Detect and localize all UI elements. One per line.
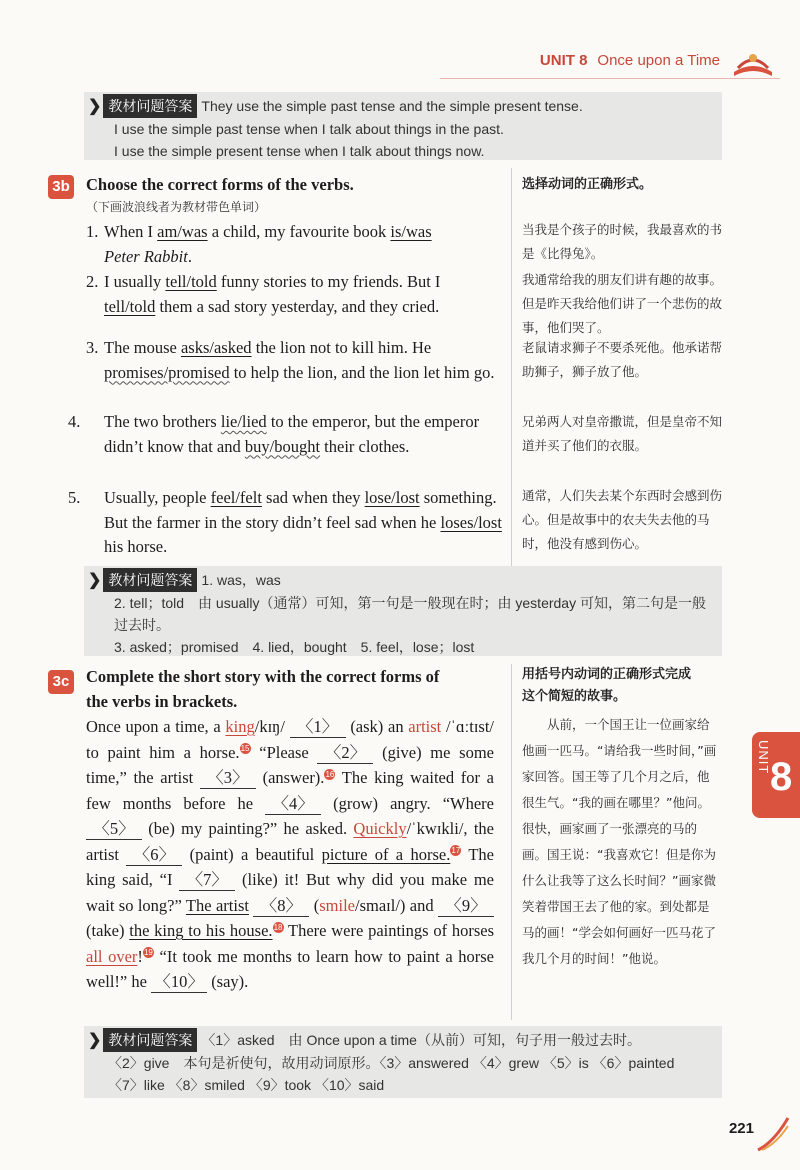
choice[interactable]: feel/felt xyxy=(210,488,262,507)
chevron-right-icon: ❯ xyxy=(88,1032,102,1049)
section-title: Choose the correct forms of the verbs. xyxy=(86,175,354,194)
unit-title: Once upon a Time xyxy=(597,52,720,69)
choice[interactable]: lie/lied xyxy=(220,412,267,431)
answer-text: I use the simple past tense when I talk about things in the past. xyxy=(114,121,504,137)
answer-text: They use the simple past tense and the simple present tense. xyxy=(201,98,583,114)
cn-translation-5: 通常，人们失去某个东西时会感到伤心。但是故事中的农夫失去他的马时，他没有感到伤心。 xyxy=(522,488,723,551)
blank-3[interactable]: 〈3〉 xyxy=(200,768,256,789)
answer-box-2: ❯ 教材问题答案 1. was，was 2. tell；told 由 usually（通常）可知，第一句是一般现在时；由 yesterday 可知，第二句是一般 过去时。 3. asked；promised 4. lied，bought 5. feel，lose；lost xyxy=(84,566,722,656)
exercise-item-3: 3. The mouse asks/asked the lion not to kill him. He promises/promised to help the lion, and the lion let him go. xyxy=(86,338,495,382)
story-passage: Once upon a time, a king/kɪŋ/ 〈1〉 (ask) an artist /ˈɑːtɪst/ to paint him a horse.15 “Please 〈2〉 (give) me some time,” the artist 〈3〉 (answer).16 The king waited for a few months before he 〈4〉 (grow) angry. “Where 〈5〉 (be) my painting?” he asked. Quickly/ˈkwɪkli/, the artist 〈6〉 (paint) a beautiful picture of a horse.17 The king said, “I 〈7〉 (like) it! But why did you make me wait so long?” The artist 〈8〉 (smile/smaɪl/) and 〈9〉 (take) the king to his house.18 There were paintings of horses all over!19 “It took me months to learn how to paint a horse well!” he 〈10〉 (say). xyxy=(86,717,495,991)
exercise-item-5: 5. Usually, people feel/felt sad when they lose/lost something. But the farmer in the story didn’t feel sad when he loses/lost his horse. xyxy=(68,488,502,556)
section-title: Complete the short story with the correct forms of the verbs in brackets. xyxy=(86,667,440,711)
blank-10[interactable]: 〈10〉 xyxy=(151,972,207,993)
exercise-item-4: 4. The two brothers lie/lied to the emperor, but the emperor didn’t know that and buy/bought their clothes. xyxy=(68,412,480,456)
choice[interactable]: tell/told xyxy=(104,296,156,316)
running-header xyxy=(540,52,720,69)
exercise-item-1: 1. When I am/was a child, my favourite book is/was Peter Rabbit. xyxy=(86,222,432,266)
answer-tag: 教材问题答案 xyxy=(103,1028,197,1052)
cn-translation-4: 兄弟两人对皇帝撒谎，但是皇帝不知道并买了他们的衣服。 xyxy=(522,414,723,453)
cn-instruction: 用括号内动词的正确形式完成 这个简短的故事。 xyxy=(522,667,692,704)
page-corner-decoration-icon xyxy=(756,1112,790,1152)
blank-1[interactable]: 〈1〉 xyxy=(290,717,346,738)
choice[interactable]: is/was xyxy=(390,222,432,241)
chevron-right-icon: ❯ xyxy=(88,98,102,115)
section-note: （下画波浪线者为教材带色单词） xyxy=(86,200,267,214)
blank-6[interactable]: 〈6〉 xyxy=(126,845,182,866)
choice[interactable]: lose/lost xyxy=(364,488,420,507)
section-badge: 3b xyxy=(48,175,74,199)
choice[interactable]: asks/asked xyxy=(180,338,252,357)
cn-translation-2: 我通常给我的朋友们讲有趣的故事。但是昨天我给他们讲了一个悲伤的故事，他们哭了。 xyxy=(522,272,723,335)
blank-8[interactable]: 〈8〉 xyxy=(253,896,309,917)
page-number: 221 xyxy=(728,1120,754,1137)
cn-instruction: 选择动词的正确形式。 xyxy=(522,177,653,192)
choice[interactable]: am/was xyxy=(157,222,208,241)
column-divider xyxy=(511,664,512,1020)
choice[interactable]: tell/told xyxy=(165,272,217,291)
blank-2[interactable]: 〈2〉 xyxy=(317,743,373,764)
cn-story-translation: 从前，一个国王让一位画家给他画一匹马。“请给我一些时间，”画家回答。国王等了几个月之后，他很生气。“我的画在哪里？”他问。很快，画家画了一张漂亮的马的画。国王说：“我喜欢它！但是你为什么让我等了这么长时间？”画家微笑着带国王去了他的家。到处都是马的画！“学会如何画好一匹马花了我几个月的时间！”他说。 xyxy=(522,717,717,966)
answer-tag: 教材问题答案 xyxy=(103,94,197,118)
blank-5[interactable]: 〈5〉 xyxy=(86,819,142,840)
choice[interactable]: promises/promised xyxy=(104,362,230,382)
cn-translation-1: 当我是个孩子的时候，我最喜欢的书是《比得兔》。 xyxy=(522,222,723,261)
chevron-right-icon: ❯ xyxy=(88,572,102,589)
unit-side-tab: UNIT 8 xyxy=(752,732,800,818)
unit-label: UNIT 8 xyxy=(539,52,588,69)
book-logo-icon xyxy=(730,46,776,80)
answer-text: I use the simple present tense when I talk about things now. xyxy=(114,143,485,159)
choice[interactable]: loses/lost xyxy=(440,512,502,532)
blank-7[interactable]: 〈7〉 xyxy=(179,870,235,891)
blank-9[interactable]: 〈9〉 xyxy=(438,896,494,917)
header-rule xyxy=(440,78,780,79)
answer-tag: 教材问题答案 xyxy=(103,568,197,592)
section-badge: 3c xyxy=(48,670,74,694)
blank-4[interactable]: 〈4〉 xyxy=(265,794,321,815)
answer-box-1 xyxy=(84,92,722,160)
exercise-item-2: 2. I usually tell/told funny stories to my friends. But I tell/told them a sad story yesterday, and they cried. xyxy=(86,272,441,316)
cn-translation-3: 老鼠请求狮子不要杀死他。他承诺帮助狮子，狮子放了他。 xyxy=(522,340,723,379)
choice[interactable]: buy/bought xyxy=(244,436,321,456)
answer-box-3: ❯ 教材问题答案 〈1〉asked 由 Once upon a time（从前）可知，句子用一般过去时。 〈2〉give 本句是祈使句，故用动词原形。〈3〉answered 〈4〉grew 〈5〉is 〈6〉painted 〈7〉like 〈8〉smiled 〈9〉took 〈10〉said xyxy=(84,1026,722,1098)
